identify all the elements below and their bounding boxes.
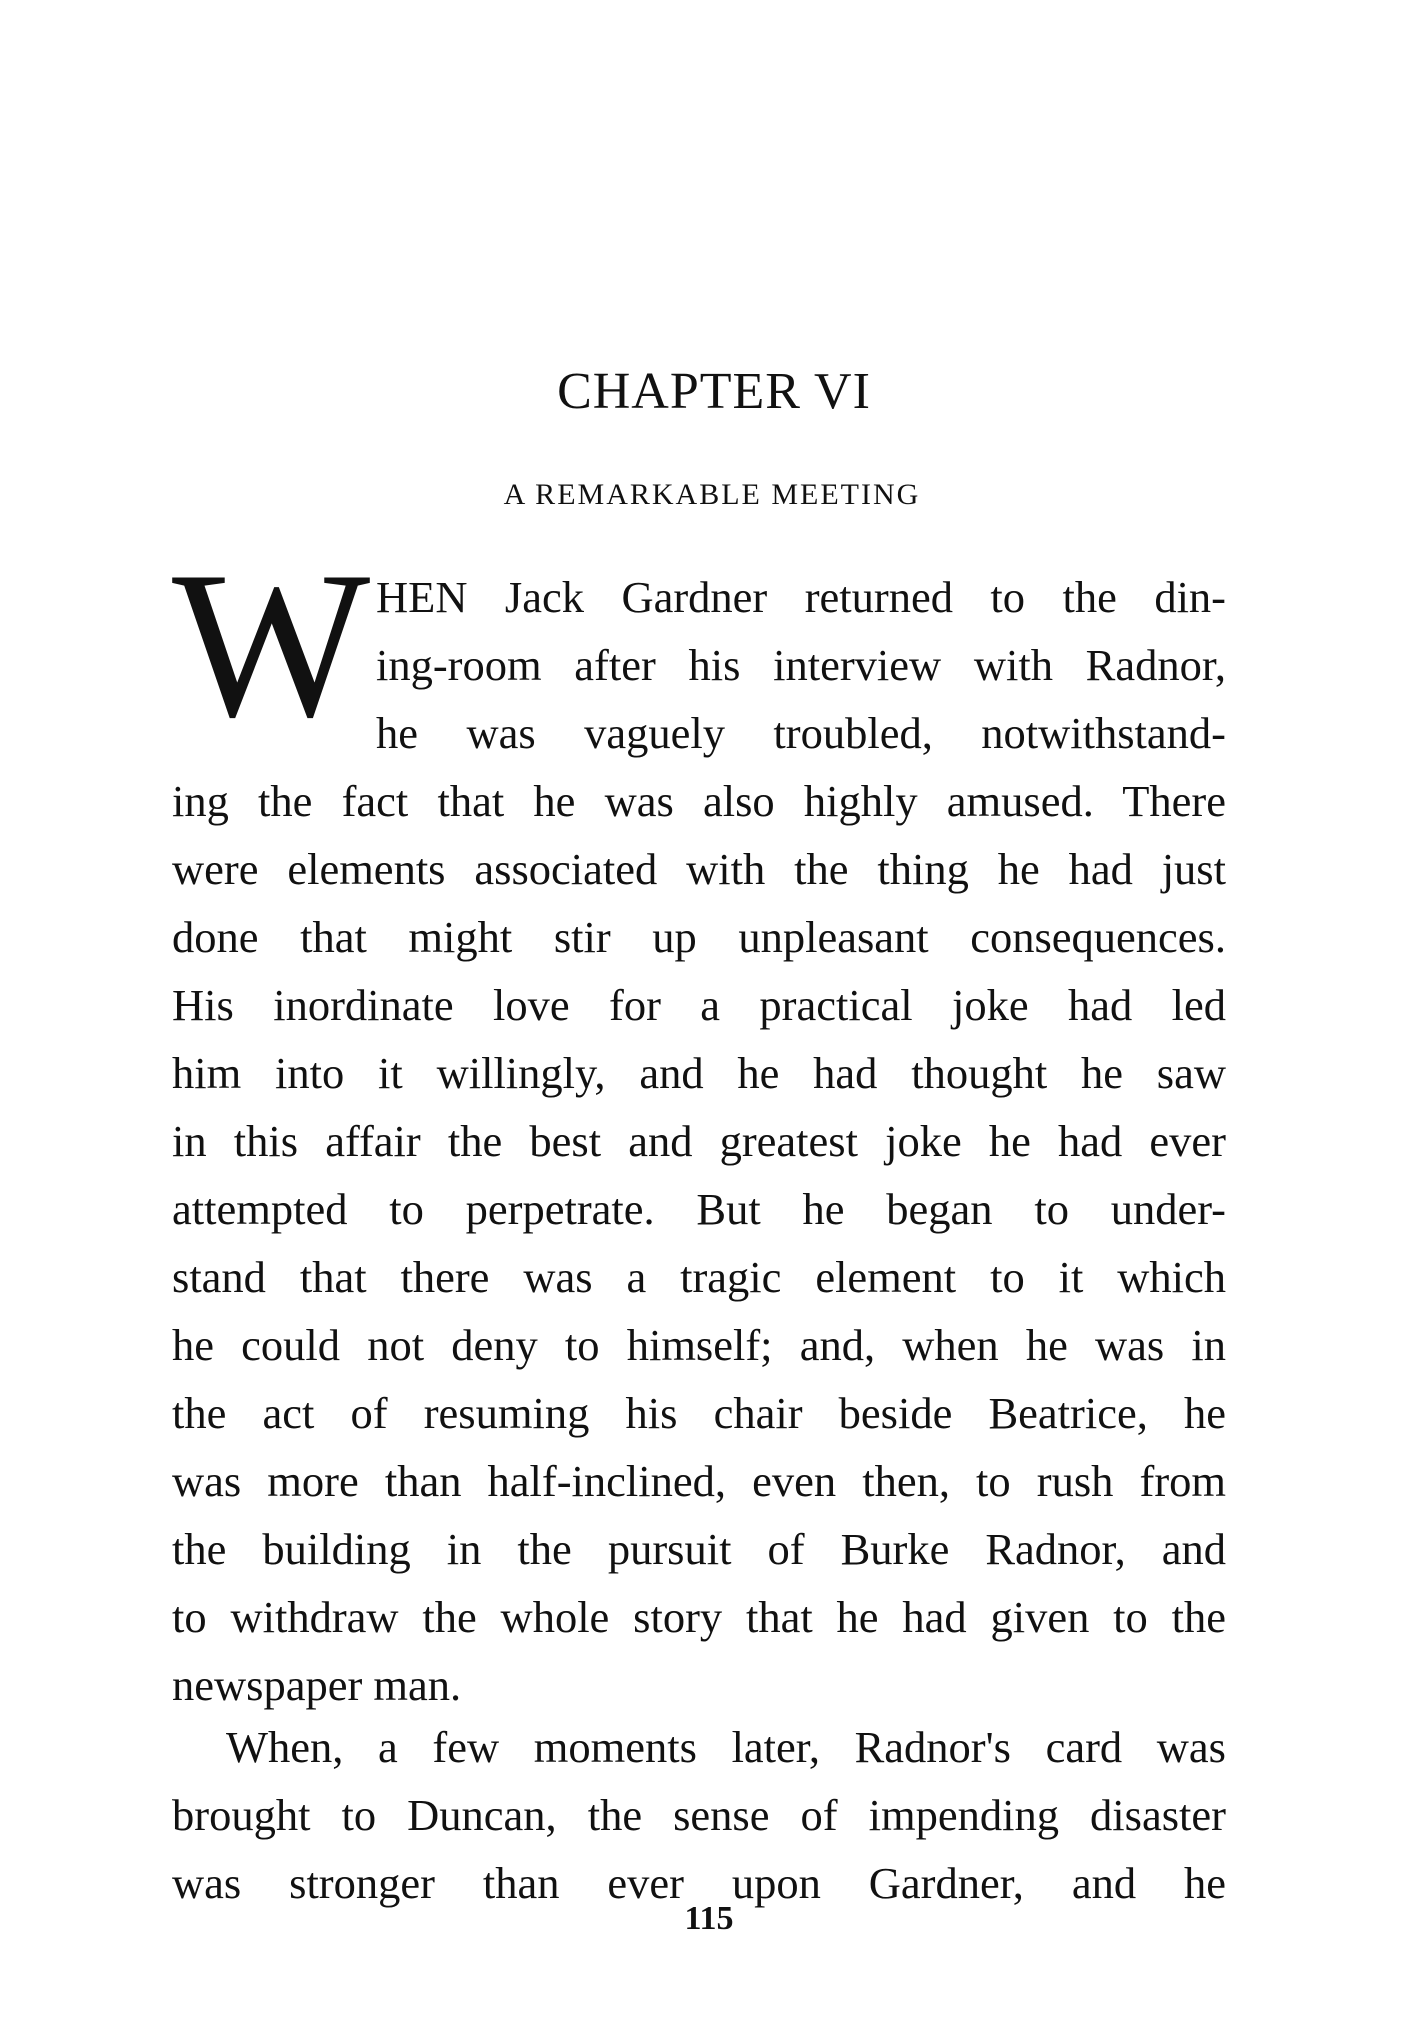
text-line: him into it willingly, and he had thought he saw xyxy=(172,1048,1226,1098)
text-line: HEN Jack Gardner returned to the din- xyxy=(376,572,1226,622)
text-line: ing the fact that he was also highly amused. There xyxy=(172,776,1226,826)
chapter-title: CHAPTER VI xyxy=(557,363,871,420)
text-line: to withdraw the whole story that he had given to the xyxy=(172,1592,1226,1642)
text-line: he was vaguely troubled, notwithstand- xyxy=(376,708,1226,758)
chapter-subtitle: A REMARKABLE MEETING xyxy=(503,478,921,511)
text-line: His inordinate love for a practical joke had led xyxy=(172,980,1226,1030)
text-line: was stronger than ever upon Gardner, and he xyxy=(172,1858,1226,1908)
text-line: ing-room after his interview with Radnor, xyxy=(376,640,1226,690)
page-number: 115 xyxy=(684,1900,734,1937)
text-line: done that might stir up unpleasant consequences. xyxy=(172,912,1226,962)
text-line: newspaper man. xyxy=(172,1660,462,1710)
text-line: When, a few moments later, Radnor's card was xyxy=(226,1722,1226,1772)
text-line: were elements associated with the thing he had just xyxy=(172,844,1226,894)
text-line: the act of resuming his chair beside Beatrice, he xyxy=(172,1388,1226,1438)
text-line: attempted to perpetrate. But he began to under- xyxy=(172,1184,1226,1234)
text-line: stand that there was a tragic element to it which xyxy=(172,1252,1226,1302)
text-line: in this affair the best and greatest joke he had ever xyxy=(172,1116,1226,1166)
text-line: was more than half-inclined, even then, to rush from xyxy=(172,1456,1226,1506)
text-line: the building in the pursuit of Burke Radnor, and xyxy=(172,1524,1226,1574)
text-line: he could not deny to himself; and, when he was in xyxy=(172,1320,1226,1370)
drop-cap: W xyxy=(172,529,371,761)
text-line: brought to Duncan, the sense of impending disaster xyxy=(172,1790,1226,1840)
